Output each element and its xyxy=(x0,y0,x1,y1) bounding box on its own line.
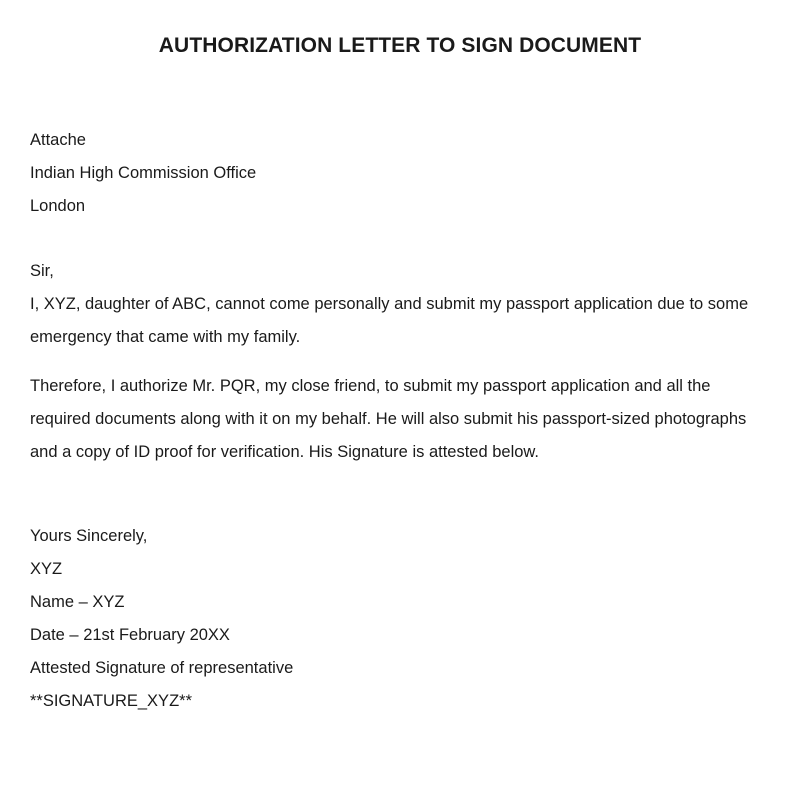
date-line: Date – 21st February 20XX xyxy=(30,626,230,644)
attested-line: Attested Signature of representative xyxy=(30,659,294,677)
paragraph-2: Therefore, I authorize Mr. PQR, my close friend, to submit my passport application and all the required documents along with it on my behalf. He will also submit his passport-sized photographs and a copy of ID proof for verification. His Signature is attested below. xyxy=(30,377,747,461)
name-line: Name – XYZ xyxy=(30,593,125,611)
closing-block xyxy=(30,520,790,718)
recipient-address xyxy=(30,124,790,223)
body-paragraph xyxy=(30,370,790,469)
paragraph-1: I, XYZ, daughter of ABC, cannot come personally and submit my passport application due to some emergency that came with my family. xyxy=(30,295,749,346)
sign-off: Yours Sincerely, xyxy=(30,527,148,545)
recipient-city: London xyxy=(30,197,86,215)
salutation xyxy=(30,255,790,288)
recipient-organization: Indian High Commission Office xyxy=(30,164,257,182)
body-paragraph xyxy=(30,288,790,354)
recipient-title: Attache xyxy=(30,131,86,149)
document-title: AUTHORIZATION LETTER TO SIGN DOCUMENT xyxy=(158,34,642,57)
sender-name: XYZ xyxy=(30,560,63,578)
salutation-text: Sir, xyxy=(30,262,54,280)
signature-placeholder: **SIGNATURE_XYZ** xyxy=(30,692,192,710)
